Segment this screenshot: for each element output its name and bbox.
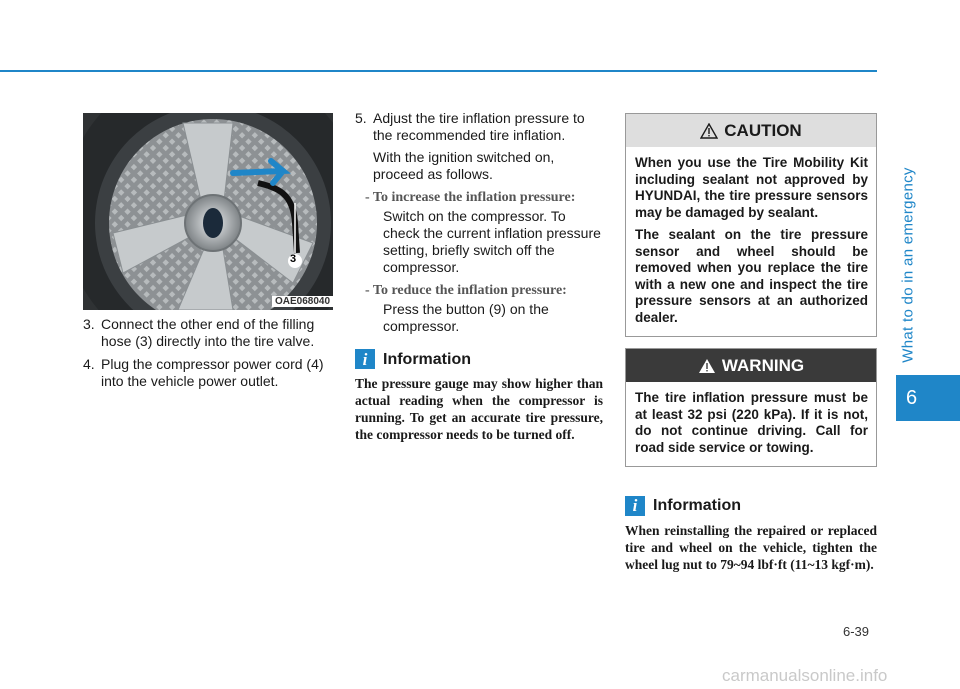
chapter-number: 6 bbox=[906, 386, 918, 409]
step-number: 3. bbox=[83, 316, 95, 332]
step-5 bbox=[355, 110, 603, 144]
step-text: Plug the compressor power cord (4) into the vehicle power outlet. bbox=[101, 356, 324, 389]
callout-number: 3 bbox=[290, 253, 297, 265]
caution-title: CAUTION bbox=[724, 120, 802, 140]
warning-body bbox=[626, 382, 876, 466]
caution-triangle-icon bbox=[700, 123, 718, 139]
step-number: 4. bbox=[83, 356, 95, 372]
step-number: 5. bbox=[355, 110, 367, 126]
info-section-2 bbox=[625, 496, 877, 573]
header-rule bbox=[0, 70, 877, 72]
reduce-pressure-heading: - To reduce the inflation pressure: bbox=[365, 283, 567, 298]
warning-box bbox=[625, 348, 877, 467]
caution-box bbox=[625, 113, 877, 337]
step-text: Adjust the tire inflation pressure to the recommended tire inflation. bbox=[373, 110, 585, 143]
step-text: Connect the other end of the filling hose (3) directly into the tire valve. bbox=[101, 316, 315, 349]
caution-paragraph: When you use the Tire Mobility Kit including sealant not approved by HYUNDAI, the tire pressure sensors may be damaged by sealant. bbox=[635, 155, 868, 220]
info-body: When reinstalling the repaired or replaced tire and wheel on the vehicle, tighten the wheel lug nut to 79~94 lbf·ft (11~13 kgf·m). bbox=[625, 523, 877, 572]
info-title: Information bbox=[383, 350, 471, 368]
chapter-tab bbox=[896, 375, 960, 421]
caution-body bbox=[626, 147, 876, 336]
increase-pressure-heading: - To increase the inflation pressure: bbox=[365, 190, 576, 205]
steps-column-1 bbox=[83, 316, 333, 396]
info-heading-2 bbox=[625, 496, 877, 516]
step-5-paragraph: With the ignition switched on, proceed as follows. bbox=[373, 149, 555, 182]
warning-paragraph: The tire inflation pressure must be at least 32 psi (220 kPa). If it is not, do not continue driving. Call for road side service or towing. bbox=[635, 390, 868, 455]
caution-paragraph: The sealant on the tire pressure sensor and wheel should be removed when you replace the tire with a new one and inspect the tire pressure sensors at an authorized dealer. bbox=[635, 227, 868, 325]
caution-header bbox=[626, 114, 876, 147]
figure-code: OAE068040 bbox=[272, 296, 333, 307]
info-heading-1 bbox=[355, 349, 603, 369]
info-icon: i bbox=[625, 496, 645, 516]
warning-triangle-icon bbox=[698, 358, 716, 374]
watermark: carmanualsonline.info bbox=[722, 666, 888, 685]
page-number: 6-39 bbox=[843, 624, 870, 639]
step-3 bbox=[83, 316, 333, 350]
increase-pressure-text: Switch on the compressor. To check the current inflation pressure setting, briefly switch off the compressor. bbox=[383, 208, 601, 275]
steps-column-2 bbox=[355, 110, 603, 443]
side-section-title bbox=[897, 160, 919, 370]
info-icon: i bbox=[355, 349, 375, 369]
info-body: The pressure gauge may show higher than actual reading when the compressor is running. To get an accurate tire pressure, the compressor needs to be turned off. bbox=[355, 376, 603, 442]
reduce-pressure-text: Press the button (9) on the compressor. bbox=[383, 301, 549, 334]
tire-valve-figure bbox=[83, 113, 333, 310]
info-title: Information bbox=[653, 497, 741, 514]
side-title-text: What to do in an emergency bbox=[899, 167, 917, 363]
warning-header bbox=[626, 349, 876, 382]
warning-title: WARNING bbox=[721, 355, 805, 375]
tire-illustration bbox=[83, 113, 333, 310]
step-4 bbox=[83, 356, 333, 390]
